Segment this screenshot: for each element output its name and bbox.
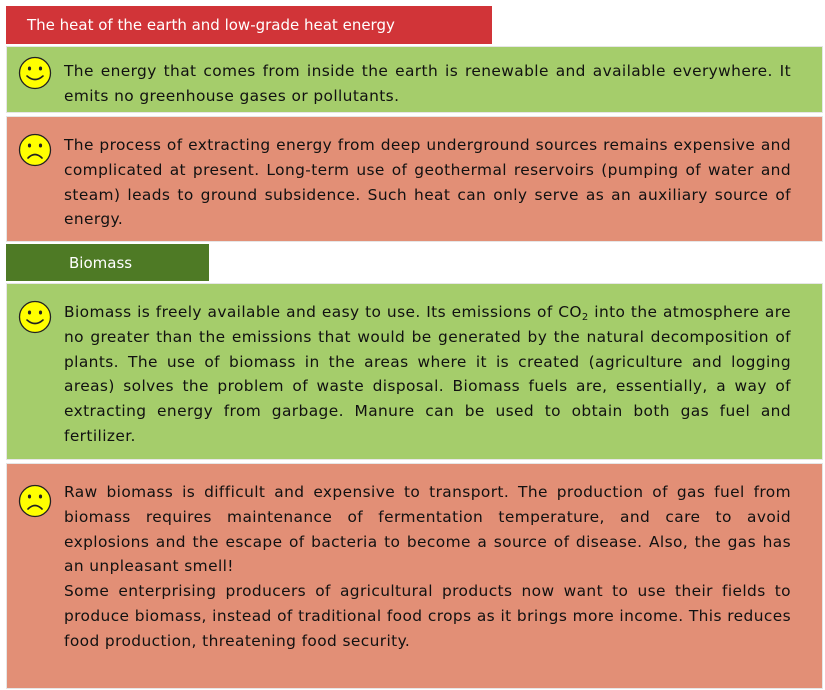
biomass-advantages-text: [64, 300, 791, 449]
geothermal-section-title: The heat of the earth and low-grade heat energy: [27, 16, 395, 34]
co2-subscript: 2: [581, 312, 589, 323]
biomass-section-header: [6, 244, 209, 281]
smiley-face-icon: [18, 300, 52, 334]
biomass-advantages-text-rest: into the atmosphere are no greater than the emissions that would be generated by the natural decomposition of plants. The use of biomass in the areas where it is created (agriculture and logging areas) solves the problem of waste disposal. Biomass fuels are, essentially, a way of extracting energy from garbage. Manure can be used to obtain both gas fuel and fertilizer.: [64, 303, 791, 445]
biomass-disadvantages-panel: [6, 463, 823, 689]
smiley-face-icon: [18, 56, 52, 90]
biomass-advantages-panel: [6, 283, 823, 460]
biomass-disadvantages-paragraph-1: Raw biomass is difficult and expensive to transport. The production of gas fuel from biomass requires maintenance of fermentation temperature, and care to avoid explosions and the escape of bacteria to become a source of disease. Also, the gas has an unpleasant smell!: [64, 483, 791, 576]
geothermal-section-header: [6, 6, 492, 44]
geothermal-advantages-text: The energy that comes from inside the earth is renewable and available everywhere. It emits no greenhouse gases or pollutants.: [64, 62, 791, 105]
frowning-face-icon: [18, 133, 52, 167]
geothermal-advantages-panel: [6, 46, 823, 113]
biomass-section-title: Biomass: [69, 253, 133, 272]
geothermal-disadvantages-panel: [6, 116, 823, 242]
biomass-disadvantages-paragraph-2: Some enterprising producers of agricultural products now want to use their fields to produce biomass, instead of traditional food crops as it brings more income. This reduces food production, threatening food security.: [64, 582, 791, 650]
frowning-face-icon: [18, 484, 52, 518]
geothermal-disadvantages-text: The process of extracting energy from deep underground sources remains expensive and complicated at present. Long-term use of geothermal reservoirs (pumping of water and steam) leads to ground subsidence. Such heat can only serve as an auxiliary source of energy.: [64, 136, 791, 229]
biomass-advantages-text-start: Biomass is freely available and easy to use. Its emissions of CO: [64, 303, 582, 321]
biomass-disadvantages-text: [64, 480, 791, 654]
